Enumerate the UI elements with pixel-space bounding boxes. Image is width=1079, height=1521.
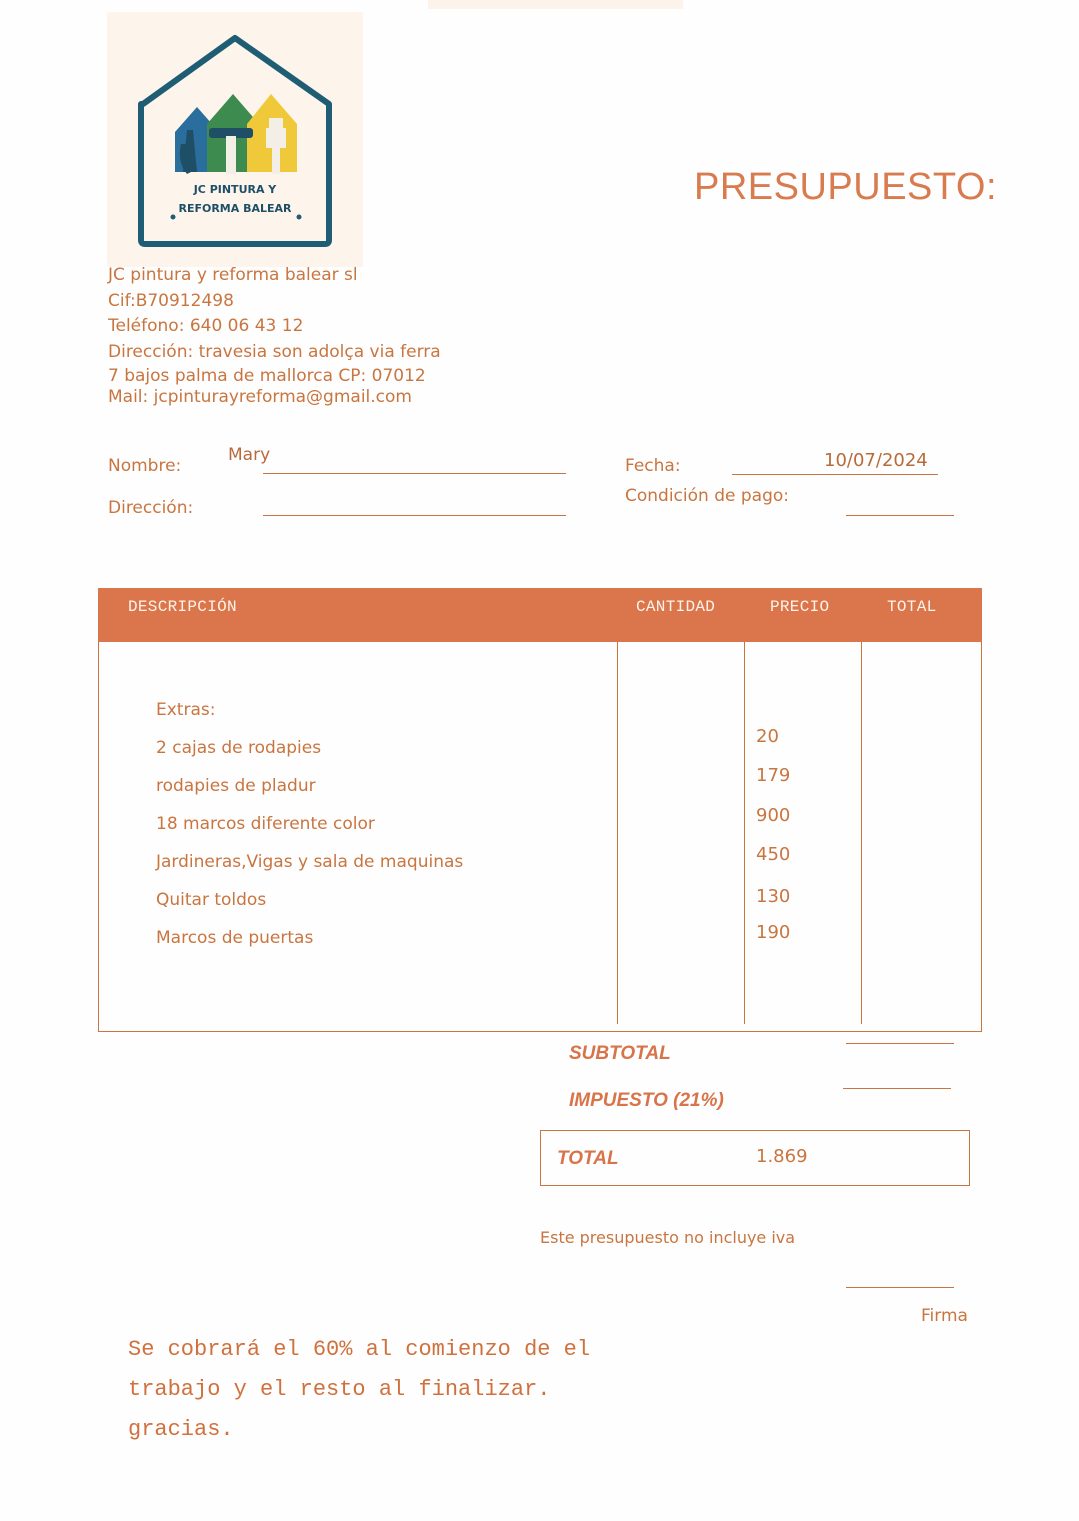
top-decoration-bar bbox=[428, 0, 683, 9]
house-logo-icon bbox=[107, 12, 363, 267]
payment-label: Condición de pago: bbox=[625, 486, 789, 506]
item-price: 20 bbox=[756, 726, 779, 747]
tax-label: IMPUESTO (21%) bbox=[569, 1090, 724, 1111]
company-cif: Cif:B70912498 bbox=[108, 290, 234, 311]
total-label: TOTAL bbox=[557, 1148, 619, 1169]
item-price: 450 bbox=[756, 844, 791, 865]
subtotal-underline bbox=[846, 1043, 954, 1044]
footer-line-2: trabajo y el resto al finalizar. bbox=[128, 1377, 551, 1402]
total-value: 1.869 bbox=[756, 1146, 808, 1167]
payment-terms-note bbox=[128, 1330, 648, 1450]
vat-note: Este presupuesto no incluye iva bbox=[540, 1228, 796, 1247]
date-value[interactable]: 10/07/2024 bbox=[824, 450, 928, 471]
date-underline bbox=[732, 474, 938, 475]
subtotal-label: SUBTOTAL bbox=[569, 1043, 671, 1064]
company-logo bbox=[107, 12, 363, 267]
company-info bbox=[108, 263, 441, 410]
item-description: Quitar toldos bbox=[156, 890, 267, 910]
item-description: rodapies de pladur bbox=[156, 776, 316, 796]
company-name: JC pintura y reforma balear sl bbox=[108, 265, 358, 285]
header-price: PRECIO bbox=[770, 598, 830, 616]
item-description: Marcos de puertas bbox=[156, 928, 314, 948]
company-address-1: Dirección: travesia son adolça via ferra bbox=[108, 341, 441, 362]
item-price: 130 bbox=[756, 886, 791, 907]
signature-line[interactable] bbox=[846, 1287, 954, 1288]
tax-underline bbox=[843, 1088, 951, 1089]
item-price: 179 bbox=[756, 765, 791, 786]
address-label: Dirección: bbox=[108, 498, 194, 518]
column-divider bbox=[861, 642, 862, 1024]
address-underline[interactable] bbox=[263, 515, 566, 516]
page-title: PRESUPUESTO: bbox=[694, 166, 998, 208]
logo-text-line1: JC PINTURA Y bbox=[193, 183, 277, 196]
footer-line-3: gracias. bbox=[128, 1417, 234, 1442]
item-description: 18 marcos diferente color bbox=[156, 814, 375, 834]
item-description: 2 cajas de rodapies bbox=[156, 738, 322, 758]
name-underline bbox=[263, 473, 566, 474]
logo-text-line2: REFORMA BALEAR bbox=[178, 202, 292, 215]
table-body bbox=[98, 642, 982, 1032]
company-mail: Mail: jcpinturayreforma@gmail.com bbox=[108, 386, 412, 407]
item-description: Jardineras,Vigas y sala de maquinas bbox=[156, 852, 464, 872]
header-description: DESCRIPCIÓN bbox=[128, 598, 237, 616]
item-price: 900 bbox=[756, 805, 791, 826]
item-price: 190 bbox=[756, 922, 791, 943]
company-address-2: 7 bajos palma de mallorca CP: 07012 bbox=[108, 366, 426, 386]
section-label: Extras: bbox=[156, 700, 216, 720]
company-phone: Teléfono: 640 06 43 12 bbox=[108, 316, 304, 336]
signature-label: Firma bbox=[921, 1306, 968, 1326]
column-divider bbox=[744, 642, 745, 1024]
header-quantity: CANTIDAD bbox=[636, 598, 716, 616]
name-value[interactable]: Mary bbox=[228, 445, 271, 465]
header-total: TOTAL bbox=[887, 598, 937, 616]
date-label: Fecha: bbox=[625, 456, 681, 476]
payment-underline[interactable] bbox=[846, 515, 954, 516]
name-label: Nombre: bbox=[108, 456, 182, 476]
column-divider bbox=[617, 642, 618, 1024]
footer-line-1: Se cobrará el 60% al comienzo de el bbox=[128, 1337, 591, 1362]
